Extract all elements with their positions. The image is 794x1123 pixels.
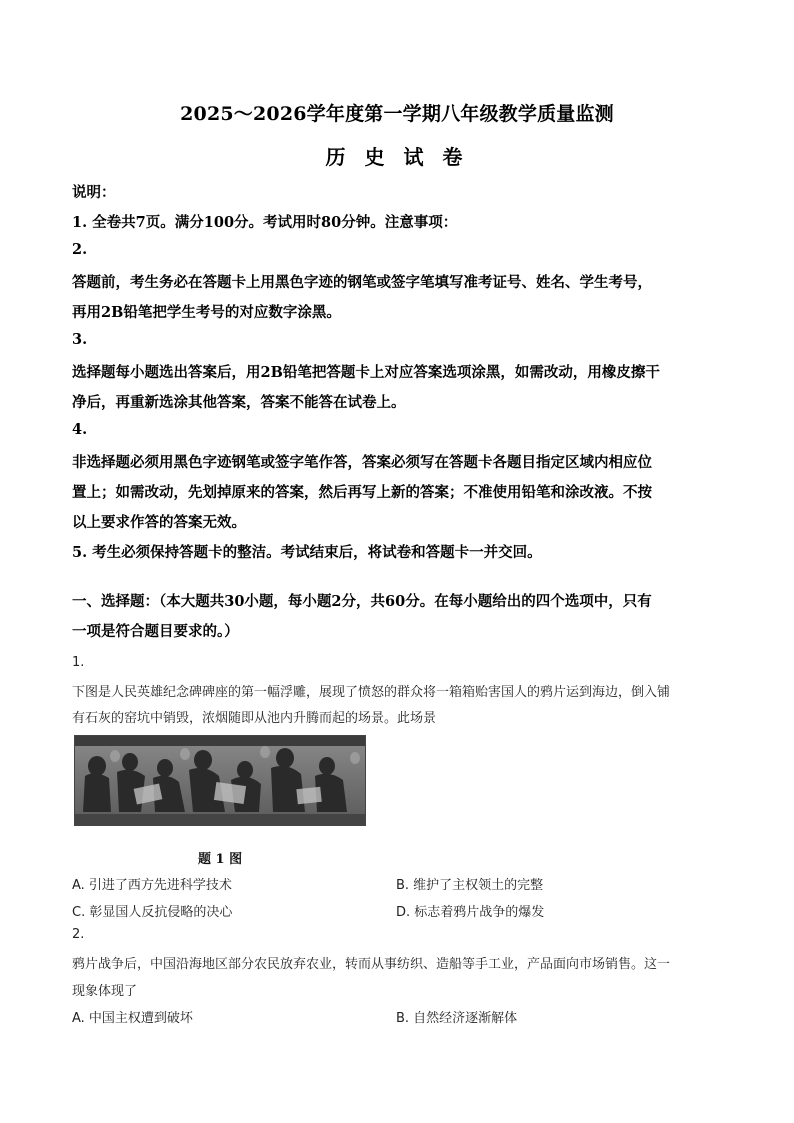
question-stem: 有石灰的窑坑中销毁，浓烟随即从池内升腾而起的场景。此场景	[72, 711, 437, 726]
question-stem: 现象体现了	[72, 984, 138, 999]
instruction-line: 5. 考生必须保持答题卡的整洁。考试结束后，将试卷和答题卡一并交回。	[72, 544, 542, 561]
instruction-line: 再用2B铅笔把学生考号的对应数字涂黑。	[72, 304, 341, 321]
instruction-line: 净后，再重新选涂其他答案，答案不能答在试卷上。	[72, 394, 406, 411]
option-d: D. 标志着鸦片战争的爆发	[396, 905, 545, 920]
instruction-line: 置上；如需改动，先划掉原来的答案，然后再写上新的答案；不准使用铅笔和涂改液。不按	[72, 484, 652, 501]
question-stem: 鸦片战争后，中国沿海地区部分农民放弃农业，转而从事纺织、造船等手工业，产品面向市场销售。这一	[72, 957, 671, 972]
relief-sculpture-image	[74, 735, 366, 826]
instructions-heading: 说明：	[72, 184, 116, 201]
exam-subject: 历 史 试 卷	[325, 145, 469, 169]
section-heading: 一、选择题：（本大题共30小题，每小题2分，共60分。在每小题给出的四个选项中，只有	[72, 593, 652, 610]
figure-caption: 题 1 图	[198, 852, 243, 867]
instruction-line: 选择题每小题选出答案后，用2B铅笔把答题卡上对应答案选项涂黑，如需改动，用橡皮擦干	[72, 364, 660, 381]
option-a: A. 中国主权遭到破坏	[72, 1011, 193, 1026]
exam-title: 2025～2026学年度第一学期八年级教学质量监测	[180, 103, 614, 125]
option-a: A. 引进了西方先进科学技术	[72, 878, 232, 893]
instruction-line: 1. 全卷共7页。满分100分。考试用时80分钟。注意事项：	[72, 214, 458, 231]
question-number: 1.	[72, 655, 85, 670]
option-b: B. 自然经济逐渐解体	[396, 1011, 518, 1026]
option-c: C. 彰显国人反抗侵略的决心	[72, 905, 233, 920]
option-b: B. 维护了主权领土的完整	[396, 878, 544, 893]
question-stem: 下图是人民英雄纪念碑碑座的第一幅浮雕，展现了愤怒的群众将一箱箱贻害国人的鸦片运到海边，倒入铺	[72, 685, 671, 700]
instruction-line: 非选择题必须用黑色字迹钢笔或签字笔作答，答案必须写在答题卡各题目指定区域内相应位	[72, 454, 652, 471]
instruction-line: 2.	[72, 241, 88, 258]
question-number: 2.	[72, 927, 85, 942]
instruction-line: 3.	[72, 331, 88, 348]
section-heading-cont: 一项是符合题目要求的。）	[72, 623, 239, 640]
instruction-line: 以上要求作答的答案无效。	[72, 514, 246, 531]
instruction-line: 4.	[72, 421, 88, 438]
instruction-line: 答题前，考生务必在答题卡上用黑色字迹的钢笔或签字笔填写准考证号、姓名、学生考号，	[72, 274, 652, 291]
